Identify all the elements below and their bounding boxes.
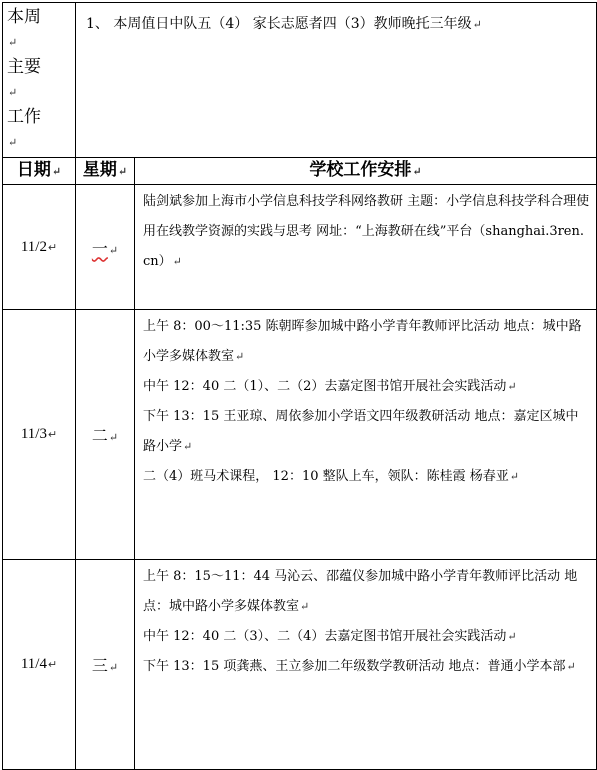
weekday-header: 星期↵: [76, 158, 135, 185]
label-line: 主要 ↵: [7, 57, 41, 99]
schedule-item: 上午 8：00～11:35 陈朝晖参加城中路小学青年教师评比活动 地点：城中路小学多媒体教室↵: [143, 319, 582, 364]
date-cell: 11/3↵: [3, 310, 76, 560]
schedule-row: [3, 185, 597, 310]
label-line: 工作 ↵: [7, 107, 41, 149]
label-line: 本周 ↵: [7, 7, 41, 49]
weekly-work-label: [3, 3, 76, 158]
weekday-cell: 二↵: [76, 310, 135, 560]
weekly-work-content: 1、 本周值日中队五（4） 家长志愿者四（3）教师晚托三年级↵: [76, 3, 597, 158]
schedule-item: 陆剑斌参加上海市小学信息科技学科网络教研 主题：小学信息科技学科合理使用在线教学资源的实践与思考 网址：“上海教研在线”平台（shanghai.3ren.cn）↵: [143, 194, 590, 269]
schedule-header: 学校工作安排↵: [135, 158, 597, 185]
weekly-schedule-table: [2, 2, 597, 770]
date-cell: 11/4↵: [3, 560, 76, 770]
schedule-item: 下午 13：15 王亚琼、周依参加小学语文四年级教研活动 地点：嘉定区城中路小学↵: [143, 409, 579, 454]
weekday-cell: 一↵: [76, 185, 135, 310]
schedule-row: [3, 560, 597, 770]
header-row: [3, 158, 597, 185]
weekday-cell: 三↵: [76, 560, 135, 770]
date-header: 日期↵: [3, 158, 76, 185]
schedule-item: 中午 12：40 二（1）、二（2）去嘉定图书馆开展社会实践活动↵: [143, 379, 517, 394]
schedule-row: [3, 310, 597, 560]
schedule-item: 中午 12：40 二（3）、二（4）去嘉定图书馆开展社会实践活动↵: [143, 629, 517, 644]
schedule-items: [135, 560, 597, 770]
date-cell: 11/2↵: [3, 185, 76, 310]
weekly-work-row: [3, 3, 597, 158]
schedule-items: [135, 185, 597, 310]
schedule-item: 上午 8：15～11：44 马沁云、邵蕴仪参加城中路小学青年教师评比活动 地点：城中路小学多媒体教室↵: [143, 569, 578, 614]
schedule-item: 下午 13：15 项龚燕、王立参加二年级数学教研活动 地点：普通小学本部↵: [143, 659, 576, 674]
schedule-item: 二（4）班马术课程， 12：10 整队上车，领队：陈桂霞 杨春亚↵: [143, 469, 519, 484]
schedule-items: [135, 310, 597, 560]
